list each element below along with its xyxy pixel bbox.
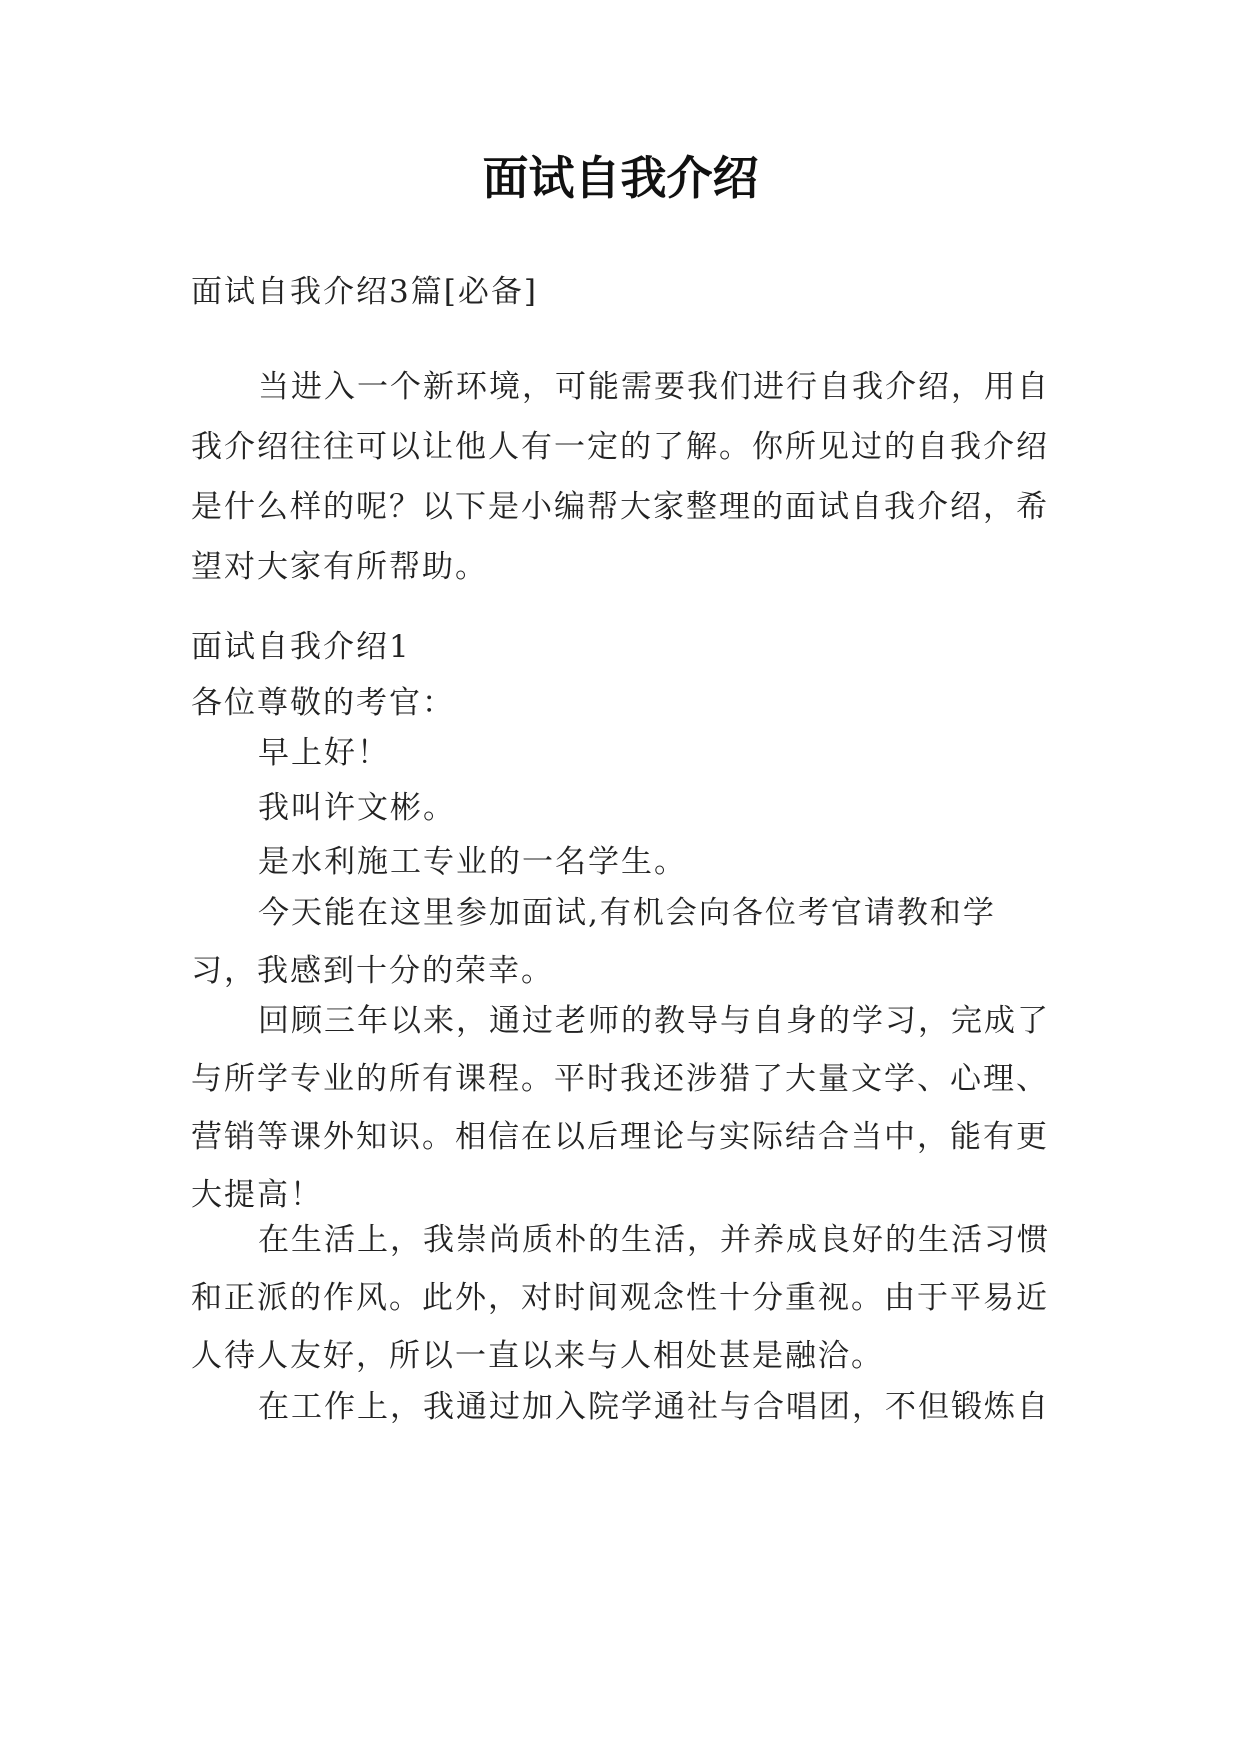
body-paragraph-7: 在工作上，我通过加入院学通社与合唱团，不但锻炼自	[258, 1389, 1050, 1425]
body-paragraph-3: 是水利施工专业的一名学生。	[258, 844, 687, 880]
greeting: 各位尊敬的考官：	[191, 685, 455, 721]
body-paragraph-1: 早上好！	[258, 735, 390, 771]
section-heading: 面试自我介绍1	[191, 629, 411, 665]
document-title: 面试自我介绍	[482, 151, 759, 205]
body-paragraph-4: 今天能在这里参加面试,有机会向各位考官请教和学习，我感到十分的荣幸。	[191, 895, 996, 989]
document-subtitle: 面试自我介绍3篇[必备]	[191, 274, 538, 310]
body-paragraph-2: 我叫许文彬。	[258, 790, 456, 826]
body-paragraph-6: 在生活上，我崇尚质朴的生活，并养成良好的生活习惯和正派的作风。此外，对时间观念性十分重视。由于平易近人待人友好，所以一直以来与人相处甚是融洽。	[191, 1222, 1050, 1374]
body-paragraph-5: 回顾三年以来，通过老师的教导与自身的学习，完成了与所学专业的所有课程。平时我还涉猎了大量文学、心理、营销等课外知识。相信在以后理论与实际结合当中，能有更大提高！	[191, 1003, 1050, 1213]
intro-paragraph: 当进入一个新环境，可能需要我们进行自我介绍，用自我介绍往往可以让他人有一定的了解。你所见过的自我介绍是什么样的呢？以下是小编帮大家整理的面试自我介绍，希望对大家有所帮助。	[191, 369, 1050, 585]
